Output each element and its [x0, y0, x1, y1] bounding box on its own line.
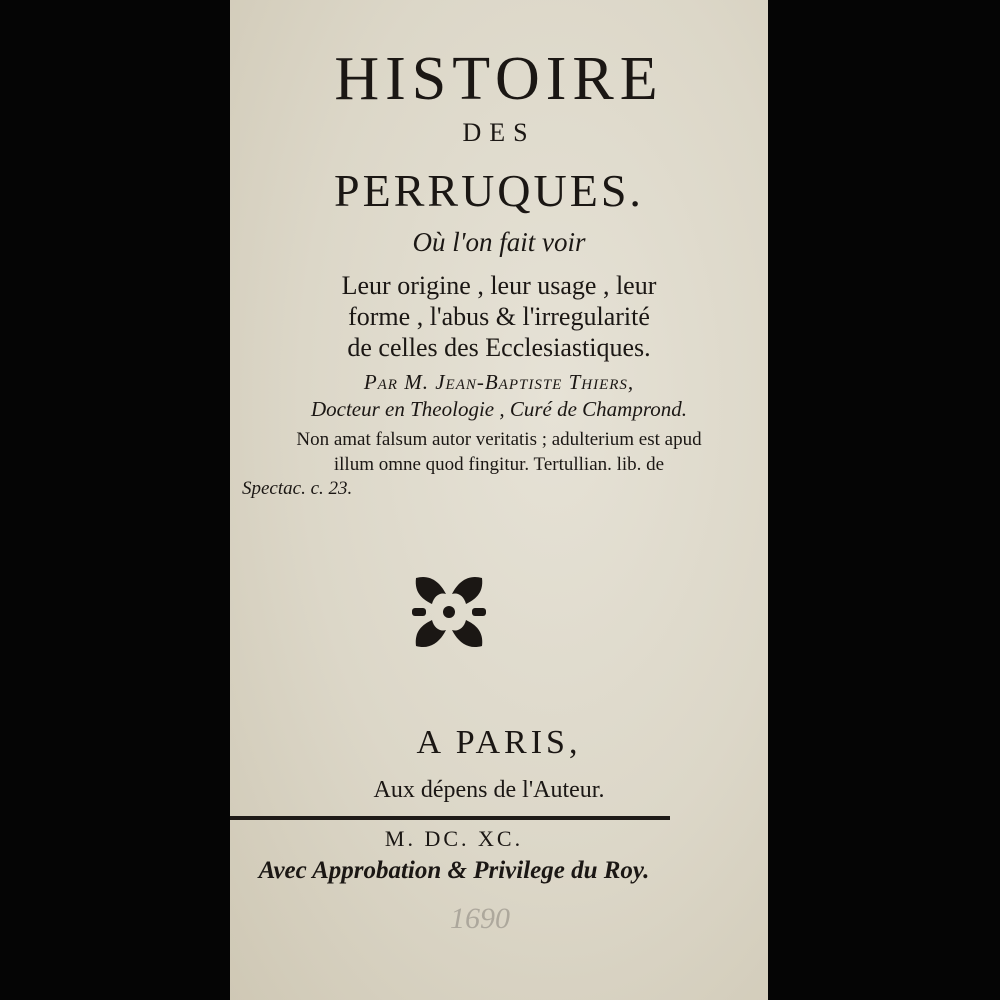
privilege-line: Avec Approbation & Privilege du Roy. — [258, 857, 650, 884]
author-title: Docteur en Theologie , Curé de Champrond. — [310, 397, 687, 421]
title-page — [230, 0, 768, 1000]
pencil-note: 1690 — [450, 902, 510, 935]
horizontal-rule — [230, 816, 670, 820]
imprint-place: A PARIS, — [416, 724, 582, 761]
epigraph-line: Non amat falsum autor veritatis ; adulterium est apud — [296, 429, 702, 450]
epigraph-line: illum omne quod fingitur. Tertullian. lib. de — [333, 454, 665, 475]
printer-ornament-icon — [410, 574, 488, 650]
epigraph-line: Spectac. c. 23. — [242, 478, 353, 499]
title-line-2: DES — [462, 118, 536, 147]
author-line: Par M. Jean-Baptiste Thiers, — [363, 370, 635, 394]
subtitle-intro: Où l'on fait voir — [412, 227, 586, 257]
subtitle-line: de celles des Ecclesiastiques. — [347, 333, 651, 362]
subtitle-line: Leur origine , leur usage , leur — [341, 271, 657, 300]
imprint-publisher: Aux dépens de l'Auteur. — [373, 777, 605, 803]
title-line-1: HISTOIRE — [334, 45, 664, 113]
subtitle-line: forme , l'abus & l'irregularité — [348, 302, 650, 331]
title-line-3: PERRUQUES. — [334, 165, 644, 216]
imprint-year: M. DC. XC. — [384, 826, 524, 851]
